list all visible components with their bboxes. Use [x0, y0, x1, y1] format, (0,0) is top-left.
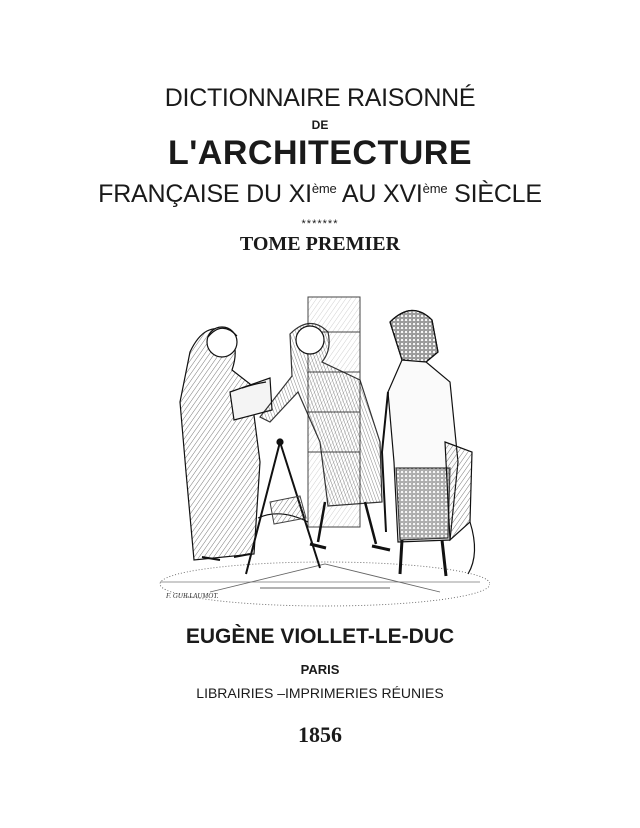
title-line-dictionnaire: DICTIONNAIRE RAISONNÉ: [164, 84, 476, 112]
ordinal-suffix-1: ème: [311, 181, 337, 196]
ordinal-suffix-2: ème: [422, 181, 448, 196]
title-part-francaise: FRANÇAISE DU XI: [98, 180, 312, 208]
title-part-au: AU XVI: [336, 180, 423, 208]
volume-label: TOME PREMIER: [239, 233, 401, 255]
publication-year: 1856: [298, 722, 342, 747]
stone-block: [270, 496, 306, 524]
publication-city: PARIS: [300, 662, 340, 677]
publisher-name: LIBRAIRIES –IMPRIMERIES RÉUNIES: [196, 685, 444, 701]
engraver-signature: F. GUILLAUMOT.: [166, 592, 219, 600]
title-part-siecle: SIÈCLE: [447, 180, 542, 208]
knight-figure: [382, 310, 475, 576]
title-line-francaise: [0, 180, 640, 209]
author-name: EUGÈNE VIOLLET-LE-DUC: [185, 625, 455, 648]
title-de: DE: [311, 118, 329, 132]
title-architecture: L'ARCHITECTURE: [167, 134, 473, 172]
engraving-illustration: [150, 292, 490, 610]
ornament-stars: *******: [301, 218, 339, 230]
